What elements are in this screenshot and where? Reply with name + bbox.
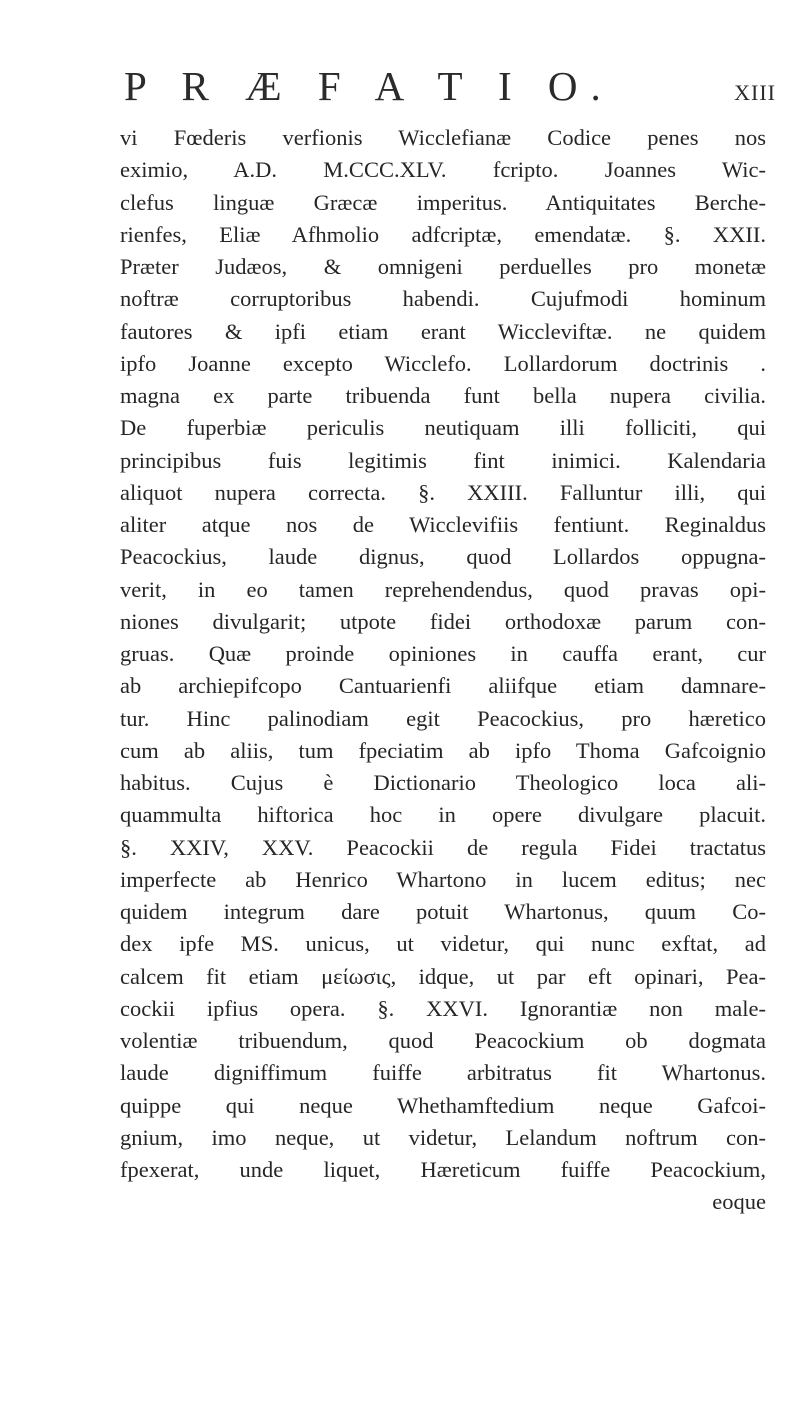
text-line: §. XXIV, XXV. Peacockii de regula Fidei tractatus (120, 834, 766, 860)
text-line: imperfecte ab Henrico Whartono in lucem editus; nec (120, 866, 766, 892)
text-line: magna ex parte tribuenda funt bella nupera civilia. (120, 383, 766, 408)
text-line: dex ipfe MS. unicus, ut videtur, qui nunc exftat, ad (120, 931, 766, 957)
text-line: clefus linguæ Græcæ imperitus. Antiquitates Berche- (120, 189, 766, 215)
text-line: Præter Judæos, & omnigeni perduelles pro monetæ (120, 254, 766, 279)
text-line: cum ab aliis, tum fpeciatim ab ipfo Thoma Gafcoignio (120, 737, 766, 763)
text-line: fautores & ipfi etiam erant Wiccleviftæ. ne quidem (120, 318, 766, 344)
text-line: rienfes, Eliæ Afhmolio adfcriptæ, emendatæ. §. XXII. (120, 221, 766, 247)
text-line: Peacockius, laude dignus, quod Lollardos oppugna- (120, 544, 766, 570)
text-line: De fuperbiæ periculis neutiquam illi folliciti, qui (120, 415, 766, 441)
text-line: laude digniffimum fuiffe arbitratus fit Whartonus. (120, 1060, 766, 1086)
text-line: ab archiepifcopo Cantuarienfi aliifque etiam damnare- (120, 673, 766, 699)
text-line: noftræ corruptoribus habendi. Cujufmodi hominum (120, 286, 766, 312)
text-line: aliquot nupera correcta. §. XXIII. Falluntur illi, qui (120, 479, 766, 505)
text-line: eximio, A.D. M.CCC.XLV. fcripto. Joannes Wic- (120, 157, 766, 183)
catchword: eoque (712, 1189, 766, 1215)
text-line: ipfo Joanne excepto Wicclefo. Lollardorum doctrinis . (120, 350, 766, 376)
text-line: tur. Hinc palinodiam egit Peacockius, pro hæretico (120, 705, 766, 731)
text-line: calcem fit etiam μείωσις, idque, ut par eft opinari, Pea- (120, 963, 766, 989)
text-line: principibus fuis legitimis fint inimici. Kalendaria (120, 447, 766, 473)
page-number: XIII (734, 80, 776, 105)
text-line: verit, in eo tamen reprehendendus, quod pravas opi- (120, 576, 766, 602)
text-line: cockii ipfius opera. §. XXVI. Ignorantiæ non male- (120, 995, 766, 1021)
text-line: vi Fœderis verfionis Wicclefianæ Codice penes nos (120, 125, 766, 150)
body-text (120, 122, 766, 1219)
text-line: gruas. Quæ proinde opiniones in cauffa erant, cur (120, 641, 766, 666)
text-line: niones divulgarit; utpote fidei orthodoxæ parum con- (120, 608, 766, 634)
page-header (0, 62, 800, 112)
running-title: P R Æ F A T I O. (124, 63, 614, 109)
text-line: aliter atque nos de Wicclevifiis fentiunt. Reginaldus (120, 512, 766, 537)
text-line: volentiæ tribuendum, quod Peacockium ob dogmata (120, 1028, 766, 1053)
text-line: gnium, imo neque, ut videtur, Lelandum noftrum con- (120, 1124, 766, 1150)
text-line: quidem integrum dare potuit Whartonus, quum Co- (120, 899, 766, 924)
text-line: quammulta hiftorica hoc in opere divulgare placuit. (120, 802, 766, 828)
text-line: habitus. Cujus è Dictionario Theologico loca ali- (120, 770, 766, 795)
text-line: fpexerat, unde liquet, Hæreticum fuiffe Peacockium, (120, 1157, 766, 1182)
text-line: quippe qui neque Whethamftedium neque Gafcoi- (120, 1092, 766, 1118)
